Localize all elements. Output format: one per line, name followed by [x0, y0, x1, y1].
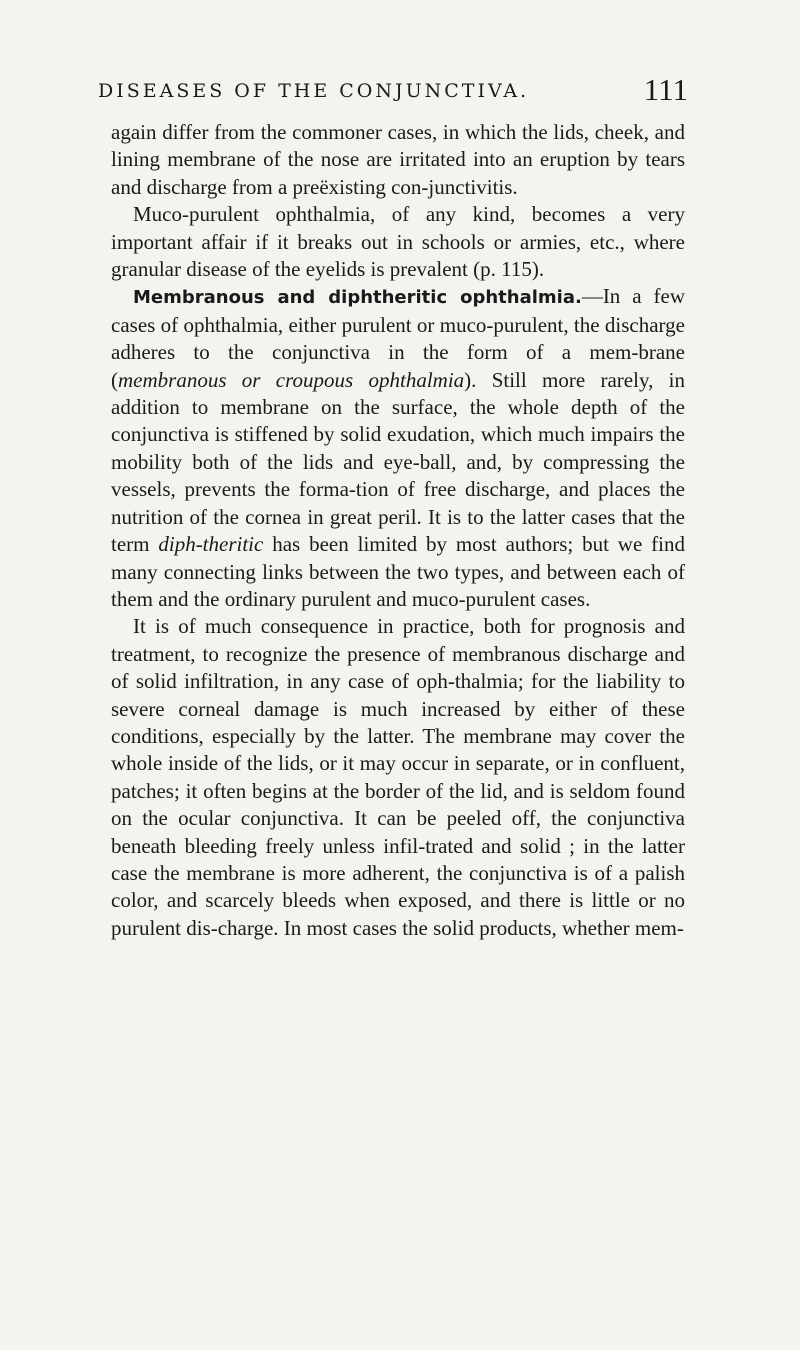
paragraph-3: [111, 283, 685, 613]
paragraph-3-text-b: ). Still more rarely, in addition to membrane on the surface, the whole depth of the conjunctiva is stiffened by solid exudation, which much impairs the mobility both of the lids and eye-ball, and, by compressing the vessels, prevents the forma-tion of free discharge, and places the nutrition of the cornea in great peril. It is to the latter cases that the term: [111, 367, 685, 557]
running-head: [88, 72, 688, 112]
page-number: 111: [643, 72, 688, 107]
paragraph-3-text-c: has been limited by most authors; but we find many connecting links between the two types, and between each of them and the ordinary purulent and muco-purulent cases.: [111, 532, 685, 611]
running-title: DISEASES OF THE CONJUNCTIVA.: [98, 80, 530, 102]
paragraph-3-italic-b: diph-theritic: [158, 532, 264, 557]
paragraph-2: Muco-purulent ophthalmia, of any kind, becomes a very important affair if it breaks out in schools or armies, etc., where granular disease of the eyelids is prevalent (p. 115).: [111, 202, 685, 282]
paragraph-1: again differ from the commoner cases, in which the lids, cheek, and lining membrane of the nose are irritated into an eruption by tears and discharge from a preëxisting con-junctivitis.: [111, 120, 685, 199]
body-text: [111, 119, 685, 942]
section-heading: Membranous and diphtheritic ophthalmia.: [133, 287, 582, 309]
paragraph-3-text-a: —In a few cases of ophthalmia, either purulent or muco-purulent, the discharge adheres to the conjunctiva in the form of a mem-brane (: [111, 284, 685, 392]
paragraph-3-italic-a: membranous or croupous ophthalmia: [118, 367, 465, 392]
paragraph-4: It is of much consequence in practice, both for prognosis and treatment, to recognize the presence of membranous discharge and of solid infiltration, in any case of oph-thalmia; for the liability to severe corneal damage is much increased by either of these conditions, especially by the latter. The membrane may cover the whole inside of the lids, or it may occur in separate, or in confluent, patches; it often begins at the border of the lid, and is seldom found on the ocular conjunctiva. It can be peeled off, the conjunctiva beneath bleeding freely unless infil-trated and solid ; in the latter case the membrane is more adherent, the conjunctiva is of a palish color, and scarcely bleeds when exposed, and there is little or no purulent dis-charge. In most cases the solid products, whether mem-: [111, 614, 685, 940]
